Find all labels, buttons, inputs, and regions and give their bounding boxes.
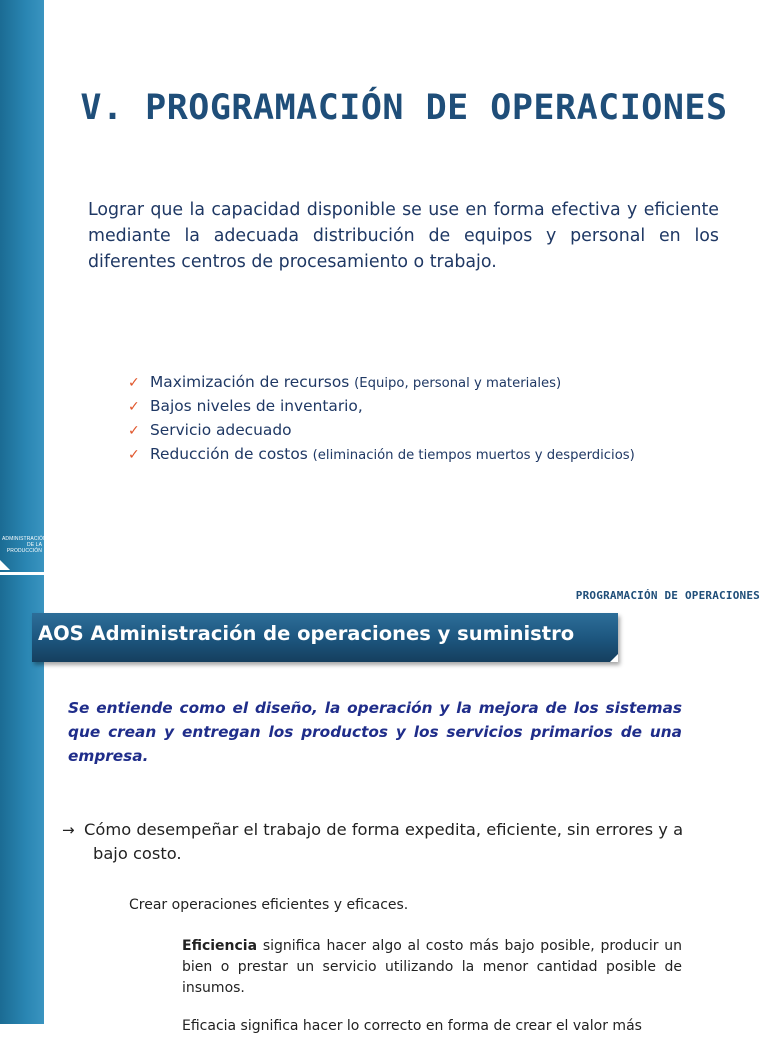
arrow-statement [62, 818, 702, 865]
banner [32, 613, 618, 662]
arrow-text-line1: Cómo desempeñar el trabajo de forma expedita, eficiente, sin errores y a [84, 820, 684, 839]
eficiencia-definition: significa hacer algo al costo más bajo posible, producir un bien o prestar un servicio utilizando la menor cantidad posible de insumos. [182, 938, 682, 996]
side-logo [2, 536, 47, 554]
check-icon: ✓ [128, 447, 140, 463]
check-icon: ✓ [128, 399, 140, 415]
banner-corner [610, 654, 618, 662]
list-item [128, 371, 748, 395]
slide-2 [0, 575, 768, 1034]
list-item [128, 443, 748, 467]
slide-title: V. PROGRAMACIÓN DE OPERACIONES [80, 88, 728, 128]
bullet-text: Servicio adecuado [150, 421, 292, 439]
section-header: PROGRAMACIÓN DE OPERACIONES [575, 589, 760, 602]
intro-paragraph: Lograr que la capacidad disponible se use en forma efectiva y eficiente mediante la adecuada distribución de equipos y personal en los diferentes centros de procesamiento o trabajo. [88, 200, 719, 272]
bullet-text: Reducción de costos [150, 445, 313, 463]
side-logo-line: ADMINISTRACIÓN [2, 536, 47, 542]
check-icon: ✓ [128, 375, 140, 391]
bullet-text: Bajos niveles de inventario, [150, 397, 363, 415]
eficiencia-paragraph [182, 936, 682, 999]
cut-off-line: Eficacia significa hacer lo correcto en forma de crear el valor más [182, 1018, 642, 1034]
definition-text: Se entiende como el diseño, la operación y la mejora de los sistemas que crean y entregan los productos y los servicios primarios de una empresa. [68, 699, 682, 765]
bullet-note: (Equipo, personal y materiales) [354, 376, 562, 391]
side-bar [0, 0, 47, 572]
list-item [128, 395, 748, 419]
bullet-text: Maximización de recursos [150, 373, 355, 391]
bullet-note: (eliminación de tiempos muertos y desperdicios) [312, 448, 635, 463]
side-logo-line: PRODUCCIÓN [6, 548, 42, 554]
eficiencia-term: Eficiencia [182, 938, 258, 954]
corner-mark [0, 560, 10, 570]
objectives-list [128, 371, 748, 467]
side-logo-line: DE LA [27, 542, 42, 548]
banner-title: AOS Administración de operaciones y suministro [38, 622, 575, 645]
crear-text: Crear operaciones eficientes y eficaces. [129, 897, 409, 913]
arrow-text-line2: bajo costo. [93, 844, 182, 863]
arrow-right-icon: → [62, 821, 75, 839]
list-item [128, 419, 748, 443]
check-icon: ✓ [128, 423, 140, 439]
